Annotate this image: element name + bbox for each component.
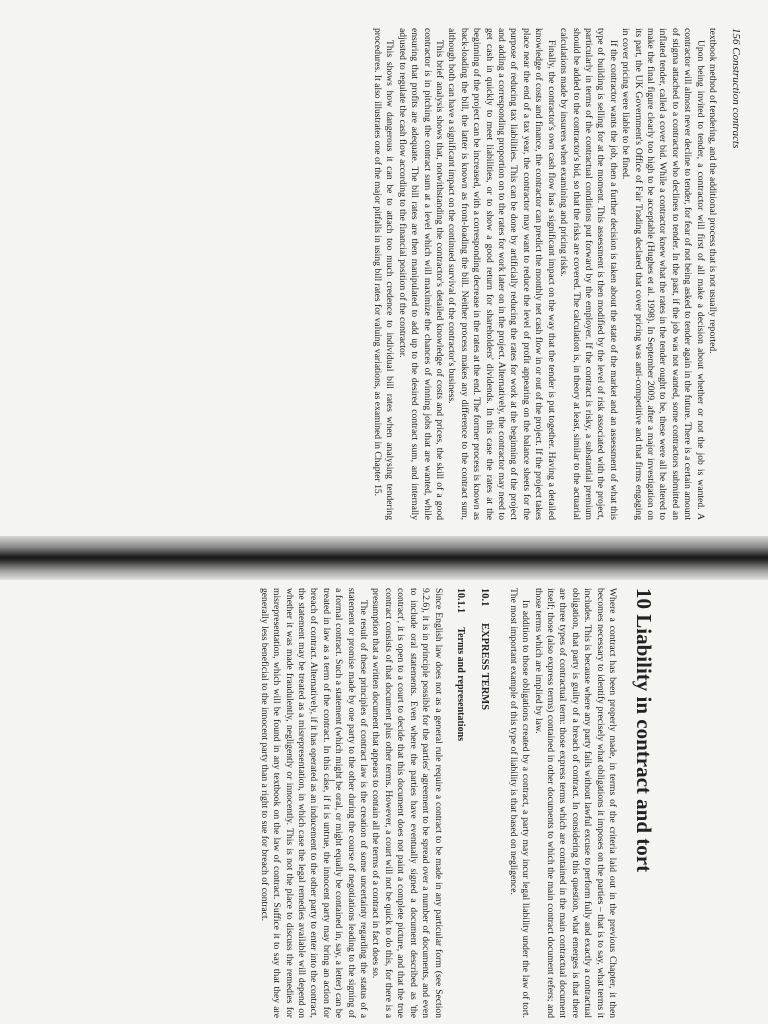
section-number: 10.1: [479, 588, 491, 607]
right-page-body: [257, 588, 618, 1018]
chapter-title: 10 Liability in contract and tort: [632, 588, 656, 873]
subsection-number: 10.1.1: [454, 588, 466, 613]
paragraph: The result of these principles of contract law is the creation of some uncertainty regarding the status of a statement or promise made by one party to the other during the course of negotiations leading to the signing of a formal contract. Such a statement (which might be oral, or might equally be contained in, say, a letter) can be treated in law as a term of the contract. In this case, if it is untrue, the innocent party may bring an action for breach of contract. Alternatively, if it has operated as an inducement to the other party to enter into the contract, the statement may be treated as a misrepresentation, in which case the legal remedies available will depend on whether it was made fraudulently, negligently or innocently. This is not the place to discuss the remedies for misrepresentation, which will be found in any textbook on the law of contract. Suffice it to say that they are generally less beneficial to the innocent party than a right to sue for breach of contract.: [258, 588, 370, 1018]
paragraph: Where a contract has been properly made, in terms of the criteria laid out in the previous Chapter, it then becomes necessary to identify precisely what obligations it imposes on the parties – that is to say, what terms it includes. This is because where any party fails without lawful excuse to perform fully and exactly a contractual obligation, that party is guilty of a breach of contract. In considering this question, what emerges is that there are three types of contractual term: those express terms which are contained in the main contractual document itself; those (also express terms) contained in other documents to which the main contract document refers; and those terms which are implied by law.: [532, 588, 618, 1018]
right-page: [0, 580, 768, 1024]
paragraph: This brief analysis shows that, notwithstanding the contractor's detailed knowledge of costs and prices, the skill of a good contractor is in pitching the contract sum at a level which will maximize the chances of winning jobs that are wanted, while ensuring that profits are adequate. The bill rates are then manipulated to add up to the desired contract sum, and internally adjusted to regulate the cash flow according to the financial position of the contractor.: [396, 28, 446, 520]
paragraph: Finally, the contractor's own cash flow has a significant impact on the way that the tender is put together. Having a detailed knowledge of costs and finance, the contractor can predict the monthly net cash flow in or out of the project. If the project takes place near the end of a tax year, the contractor may want to reduce the level of profit appearing on the balance sheets for the purpose of reducing tax liabilities. This can be done by artificially reducing the rates for work at the beginning of the project and adding a corresponding proportion on to the rates for work later on in the project. Alternatively, the contractor may need to get cash in quickly to meet liabilities, or to show a good return for shareholders' dividends. In this case the rates at the beginning of the project can be increased, with a corresponding decrease in the rates at the end. The former process is known as back-loading the bill, the latter is known as front-loading the bill. Neither process makes any difference to the contract sum, although both can have a significant impact on the continued survival of the contractor's business.: [446, 28, 557, 520]
paragraph: Upon being invited to tender, a contractor will first of all make a decision about whether or not the job is wanted. A contractor will almost never decline to tender, for fear of not being asked to tender again in the future. There is a certain amount of stigma attached to a contractor who declines to tender. In the past, if the job was not wanted, some contractors submitted an inflated tender, called a cover bid. While a contractor knew what the rates in the tender ought to be, these were all be altered to make the final figure clearly too high to be acceptable (Hughes et al. 1998). In September 2009, after a major investigation on its part, the UK Government's Office of Fair Trading declared that cover pricing was anti-competitive and that firms engaging in cover pricing were liable to be fined.: [620, 28, 706, 520]
paragraph: textbook method of tendering, and the additional process that is not usually reported.: [707, 28, 718, 354]
subsection-title: Terms and representations: [454, 627, 466, 742]
paragraph: If the contractor wants the job, then a further decision is taken about the state of the market and an assessment of what this type of building is selling for at the moment. This assessment is then modified by the level of risk associated with the project, particularly in terms of the contractual conditions put forward by the employer. If the contract is risky, a substantial premium should be added to the contractor's bid, so that the risks are covered. The calculation is, in theory at least, similar to the actuarial calculations made by insurers when examining and pricing risks.: [558, 28, 619, 520]
paragraph: Since English law does not as a general rule require a contract to be made in any particular form (see Section 9.2.6), it is in principle possible for the parties' agreement to be spread over a number of documents, and even to include oral statements. Even where the parties have eventually signed a document described as 'the contract', it is open to a court to decide that this document does not paint a complete picture, and that the true contract consists of that document plus other terms. However, a court will not be quick to do this, for there is a presumption that a written document that appears to contain all the terms of a contract in fact does so.: [370, 588, 444, 1018]
subsection-heading: [454, 588, 466, 1018]
pencil-mark: [327, 780, 335, 785]
paragraph: In addition to those obligations created by a contract, a party may incur legal liability under the law of tort. The most important example of this type of liability is that based on negligence.: [507, 588, 532, 1018]
section-title: EXPRESS TERMS: [479, 623, 491, 711]
running-head: 156 Construction contracts: [730, 28, 742, 149]
section-heading: [478, 588, 490, 1018]
book-spine: [0, 536, 768, 580]
paragraph: This shows how dangerous it can be to attach too much credence to individual bill rates when analysing tendering procedures. It also illustrates one of the major pitfalls in using bill rates for valuing variations, as examined in Chapter 15.: [372, 28, 396, 520]
left-page-body: [371, 28, 718, 520]
